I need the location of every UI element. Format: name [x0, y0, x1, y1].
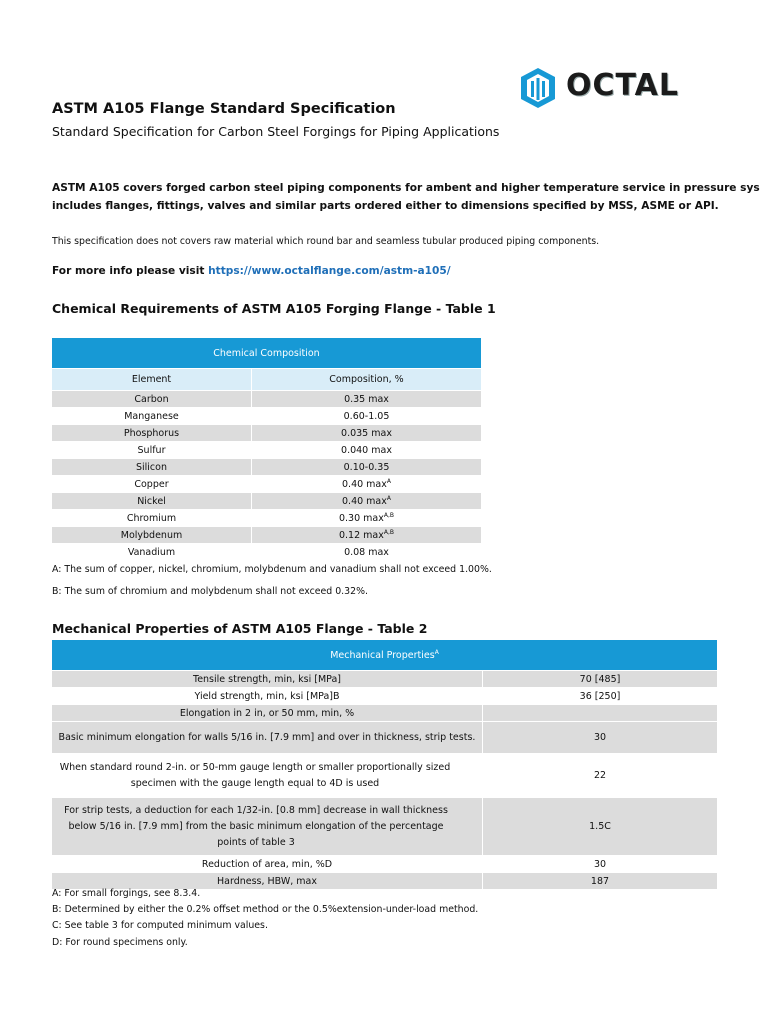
property-name: Basic minimum elongation for walls 5/16 in. [7.9 mm] and over in thickness, strip tests.: [52, 722, 483, 754]
composition-value: 0.10-0.35: [252, 459, 482, 476]
property-value: 36 [250]: [483, 688, 718, 705]
element-name: Manganese: [52, 408, 252, 425]
composition-value: 0.08 max: [252, 544, 482, 561]
octal-logo-icon: [518, 66, 558, 110]
property-name: Hardness, HBW, max: [52, 873, 483, 890]
table1-note-a: A: The sum of copper, nickel, chromium, molybdenum and vanadium shall not exceed 1.00%.: [52, 564, 492, 575]
composition-value: 0.040 max: [252, 442, 482, 459]
element-name: Sulfur: [52, 442, 252, 459]
composition-value: 0.12 $\max^{A,B}$: [252, 527, 482, 544]
property-value: [483, 705, 718, 722]
intro-note: This specification does not covers raw material which round bar and seamless tubular produced piping components.: [52, 236, 600, 247]
table-row: [52, 391, 482, 408]
property-value: 70 [485]: [483, 671, 718, 688]
table-row: [52, 476, 482, 493]
property-value: 1.5C: [483, 798, 718, 856]
property-value: 30: [483, 722, 718, 754]
table-row: [52, 856, 718, 873]
element-name: Silicon: [52, 459, 252, 476]
table-row: [52, 544, 482, 561]
chemical-table-title: Chemical Composition: [52, 338, 482, 369]
property-value: 30: [483, 856, 718, 873]
element-name: Carbon: [52, 391, 252, 408]
property-value: 22: [483, 754, 718, 798]
composition-value: 0.60-1.05: [252, 408, 482, 425]
octal-logo-text: OCTAL: [566, 68, 679, 103]
intro-paragraph: [52, 179, 768, 215]
table-row: [52, 510, 482, 527]
composition-value: 0.40 $\max^A$: [252, 476, 482, 493]
element-name: Copper: [52, 476, 252, 493]
table-row: [52, 442, 482, 459]
table-row: [52, 754, 718, 798]
mechanical-table: [51, 639, 718, 890]
table-row: [52, 873, 718, 890]
table-row: [52, 408, 482, 425]
table2-note-c: C: See table 3 for computed minimum values.: [52, 920, 268, 931]
table-row: [52, 425, 482, 442]
table-row: [52, 705, 718, 722]
table-row: [52, 798, 718, 856]
element-name: Molybdenum: [52, 527, 252, 544]
table-row: [52, 688, 718, 705]
element-name: Nickel: [52, 493, 252, 510]
element-name: Chromium: [52, 510, 252, 527]
mechanical-table-title: Mechanical Properties$^A$: [52, 640, 718, 671]
table2-note-d: D: For round specimens only.: [52, 937, 188, 948]
property-name: Reduction of area, min, %D: [52, 856, 483, 873]
property-name: For strip tests, a deduction for each 1/32-in. [0.8 mm] decrease in wall thickness below 5/16 in. [7.9 mm] from the basic minimum elongation of the percentage points of table 3: [52, 798, 483, 856]
more-info-link[interactable]: https://www.octalflange.com/astm-a105/: [208, 265, 451, 277]
page-title: ASTM A105 Flange Standard Specification: [52, 101, 396, 117]
table-row: [52, 527, 482, 544]
table2-note-a: A: For small forgings, see 8.3.4.: [52, 888, 201, 899]
chemical-table: [51, 337, 482, 561]
property-value: 187: [483, 873, 718, 890]
table2-heading: Mechanical Properties of ASTM A105 Flange - Table 2: [52, 621, 428, 636]
property-name: Yield strength, min, ksi [MPa]B: [52, 688, 483, 705]
table-row: [52, 459, 482, 476]
composition-value: 0.30 $\max^{A,B}$: [252, 510, 482, 527]
table2-note-b: B: Determined by either the 0.2% offset method or the 0.5%extension-under-load method.: [52, 904, 479, 915]
property-name: Tensile strength, min, ksi [MPa]: [52, 671, 483, 688]
table1-note-b: B: The sum of chromium and molybdenum shall not exceed 0.32%.: [52, 586, 368, 597]
column-header-element: Element: [52, 369, 252, 391]
more-info-label: For more info please visit: [52, 265, 209, 277]
octal-logo: [518, 66, 700, 110]
table-row: [52, 671, 718, 688]
table-row: [52, 493, 482, 510]
element-name: Vanadium: [52, 544, 252, 561]
composition-value: 0.035 max: [252, 425, 482, 442]
column-header-composition: Composition, %: [252, 369, 482, 391]
property-name: Elongation in 2 in, or 50 mm, min, %: [52, 705, 483, 722]
element-name: Phosphorus: [52, 425, 252, 442]
page-subtitle: Standard Specification for Carbon Steel Forgings for Piping Applications: [52, 124, 500, 139]
more-info: [52, 265, 451, 277]
property-name: When standard round 2-in. or 50-mm gauge length or smaller proportionally sized specimen with the gauge length equal to 4D is used: [52, 754, 483, 798]
intro-line-2: includes flanges, fittings, valves and similar parts ordered either to dimensions specified by MSS, ASME or API.: [52, 200, 719, 212]
intro-line-1: ASTM A105 covers forged carbon steel piping components for ambent and higher temperature service in pressure sys: [52, 182, 760, 194]
table1-heading: Chemical Requirements of ASTM A105 Forging Flange - Table 1: [52, 301, 496, 316]
table-row: [52, 722, 718, 754]
composition-value: 0.40 $\max^A$: [252, 493, 482, 510]
composition-value: 0.35 max: [252, 391, 482, 408]
